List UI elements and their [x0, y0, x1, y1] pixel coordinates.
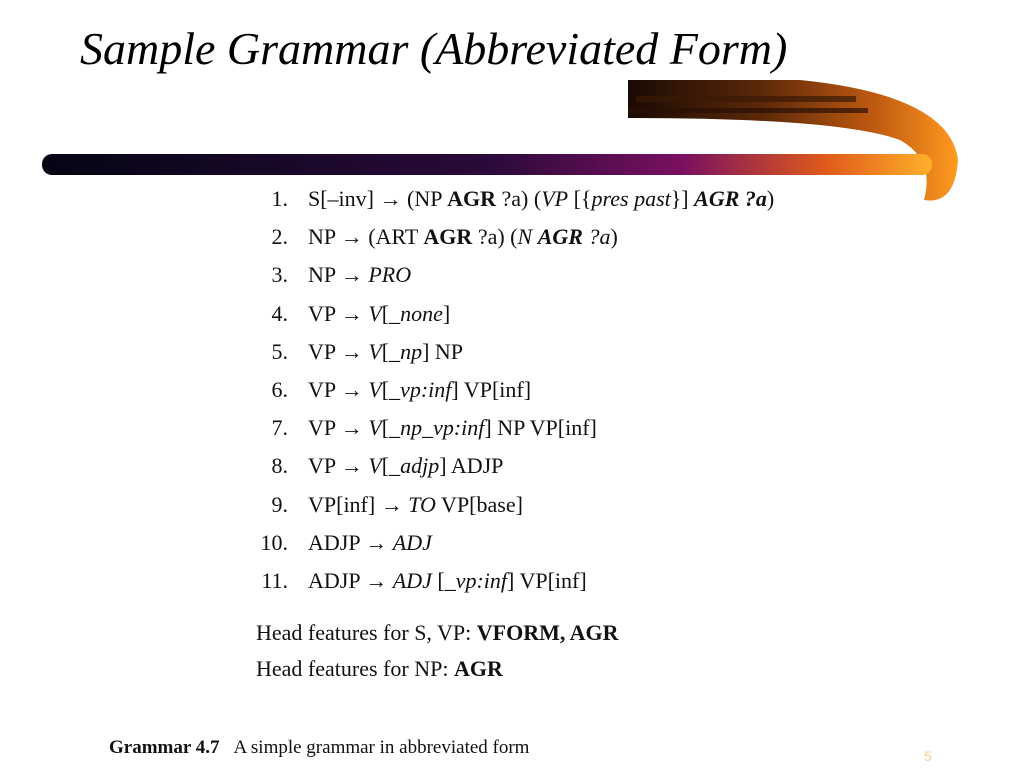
- rule-number: 4.: [271, 300, 288, 326]
- rule-number: 8.: [271, 453, 288, 479]
- rule-segment: V: [368, 453, 382, 479]
- grammar-rule: [250, 530, 890, 568]
- rule-segment: [: [381, 453, 390, 479]
- rule-text: [308, 339, 463, 365]
- rule-segment: PRO: [368, 262, 412, 288]
- grammar-rule: [250, 492, 890, 530]
- rule-segment: ): [610, 224, 618, 250]
- page-number: 5: [924, 748, 932, 764]
- slide-title: Sample Grammar (Abbreviated Form): [80, 23, 788, 74]
- rule-segment: NP →: [308, 262, 369, 288]
- rule-segment: VP[base]: [435, 491, 523, 517]
- head-features-s-vp: [256, 620, 619, 646]
- rule-segment: ADJ: [392, 529, 432, 555]
- rule-segment: VP →: [308, 338, 369, 364]
- rule-number: 6.: [271, 376, 288, 402]
- grammar-rule: [250, 415, 890, 453]
- rule-segment: S[–inv] → (NP: [308, 186, 448, 211]
- rule-segment: V: [368, 415, 382, 441]
- grammar-rule: [250, 186, 890, 224]
- rule-segment: ADJ: [392, 567, 432, 593]
- rule-segment: ?a: [588, 224, 611, 250]
- rule-number: 7.: [271, 415, 288, 441]
- rule-number: 10.: [260, 529, 288, 555]
- rule-text: [308, 301, 450, 327]
- rule-segment: V: [368, 300, 382, 326]
- rule-segment: [: [381, 300, 390, 326]
- rule-segment: V: [368, 376, 382, 402]
- rule-segment: ADJP →: [308, 529, 393, 555]
- accent-bar: [42, 154, 932, 175]
- rule-segment: ): [766, 186, 775, 211]
- rule-segment: VP →: [308, 453, 369, 479]
- rule-segment: ] ADJP: [439, 453, 504, 479]
- caption-text: A simple grammar in abbreviated form: [233, 737, 530, 758]
- rule-segment: ] VP[inf]: [451, 376, 532, 402]
- grammar-rule: [250, 453, 890, 491]
- stripe-shape: [636, 96, 856, 102]
- rule-segment: _vp:inf: [389, 376, 452, 402]
- rule-segment: }]: [670, 186, 695, 211]
- rule-segment: VP[inf] →: [308, 491, 409, 517]
- rule-segment: N: [517, 224, 533, 250]
- rule-text: [308, 568, 587, 594]
- rule-segment: _np_vp:inf: [389, 415, 485, 441]
- rule-segment: _adjp: [389, 453, 440, 479]
- rule-segment: ?a) (: [496, 186, 542, 211]
- rule-segment: [{: [568, 186, 592, 211]
- head-features-value: VFORM, AGR: [476, 620, 619, 645]
- rule-segment: AGR: [423, 224, 473, 250]
- rule-segment: VP →: [308, 376, 369, 402]
- rule-segment: _np: [389, 338, 423, 364]
- rule-segment: VP: [541, 186, 569, 211]
- rule-text: [308, 186, 774, 212]
- stripe-shape: [628, 108, 868, 113]
- grammar-rule: [250, 568, 890, 606]
- rule-text: [308, 530, 432, 556]
- head-features-label: Head features for S, VP:: [256, 620, 477, 645]
- rule-segment: [: [381, 415, 390, 441]
- rule-segment: ] NP VP[inf]: [484, 415, 597, 441]
- head-features-value: AGR: [453, 656, 503, 681]
- caption-label: Grammar 4.7: [109, 737, 220, 758]
- rule-text: [308, 224, 618, 250]
- head-features-label: Head features for NP:: [256, 656, 454, 681]
- rule-number: 2.: [271, 224, 288, 250]
- rule-segment: _vp:inf: [444, 567, 508, 593]
- rule-number: 9.: [271, 491, 288, 517]
- rule-segment: _none: [389, 300, 443, 326]
- rule-number: 3.: [271, 262, 288, 288]
- rule-number: 11.: [261, 567, 288, 593]
- rule-segment: AGR ?a: [694, 186, 767, 211]
- rule-segment: VP →: [308, 415, 369, 441]
- rule-number: 5.: [271, 338, 288, 364]
- rule-text: [308, 453, 503, 479]
- head-features-np: [256, 656, 503, 682]
- rule-segment: VP →: [308, 300, 369, 326]
- rule-text: [308, 262, 411, 288]
- grammar-rule: [250, 224, 890, 262]
- figure-caption: [109, 737, 529, 759]
- grammar-rules: [250, 186, 890, 606]
- rule-text: [308, 492, 523, 518]
- rule-segment: [: [381, 376, 390, 402]
- rule-segment: [: [381, 338, 390, 364]
- rule-text: [308, 377, 531, 403]
- rule-segment: ]: [442, 300, 451, 326]
- rule-segment: ADJP →: [308, 567, 393, 593]
- rule-segment: pres past: [591, 186, 671, 211]
- rule-segment: V: [368, 338, 382, 364]
- rule-text: [308, 415, 597, 441]
- rule-number: 1.: [271, 186, 288, 211]
- grammar-rule: [250, 301, 890, 339]
- grammar-rule: [250, 339, 890, 377]
- rule-segment: AGR: [537, 224, 583, 250]
- rule-segment: AGR: [447, 186, 497, 211]
- grammar-rule: [250, 377, 890, 415]
- rule-segment: TO: [408, 491, 436, 517]
- rule-segment: NP → (ART: [308, 224, 424, 250]
- rule-segment: ] NP: [422, 338, 464, 364]
- grammar-rule: [250, 262, 890, 300]
- rule-segment: ] VP[inf]: [507, 567, 587, 593]
- rule-segment: [: [431, 567, 445, 593]
- rule-segment: ?a) (: [472, 224, 518, 250]
